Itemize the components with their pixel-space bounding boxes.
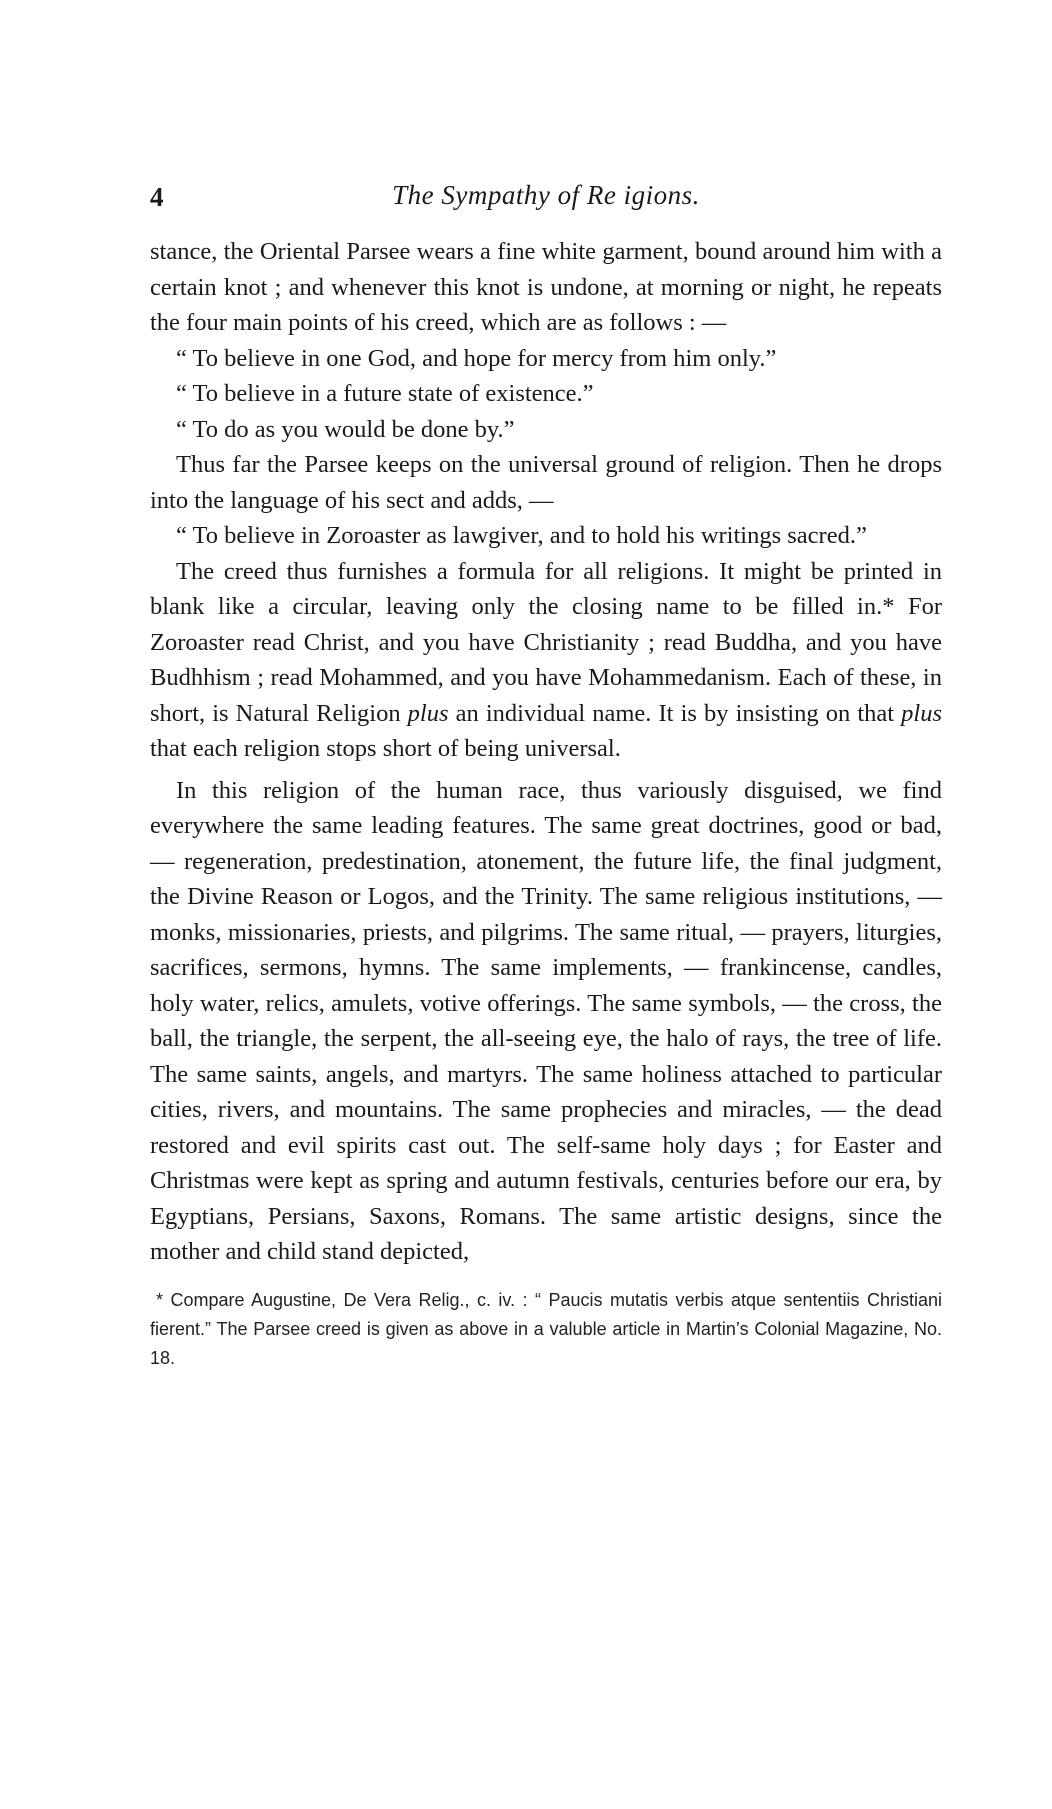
paragraph-formula-part-c: that each religion stops short of being universal. bbox=[150, 735, 621, 762]
plus-italic: plus bbox=[407, 699, 449, 727]
paragraph-formula-part-a: The creed thus furnishes a formula for all religions. It might be printed in blank like a circular, leaving only the closing name to be filled in.* For Zoroaster read Christ, and you have Christianity ; read Buddha, and you have Budhhism ; read Mohammed, and you have Mohammedanism. Each of these, in short, is Natural Religion bbox=[150, 557, 942, 727]
body-text bbox=[150, 234, 942, 1270]
creed-line-future-state: “ To believe in a future state of existence.” bbox=[176, 380, 594, 407]
paragraph-universal-ground: Thus far the Parsee keeps on the universal ground of religion. Then he drops into the language of his sect and adds, — bbox=[150, 451, 942, 514]
creed-line-one-god: “ To believe in one God, and hope for mercy from him only.” bbox=[176, 344, 777, 372]
page-number: 4 bbox=[150, 182, 164, 212]
paragraph-formula bbox=[150, 554, 942, 767]
footnote: * Compare Augustine, De Vera Relig., c. iv. : “ Paucis mutatis verbis atque sententiis Christiani fierent.” The Parsee creed is given as above in a valuble article in Martin’s Colonial Magazine, No. 18. bbox=[150, 1289, 942, 1368]
running-head bbox=[150, 180, 942, 220]
plus-italic: plus bbox=[901, 699, 942, 727]
book-page bbox=[150, 180, 942, 1373]
paragraph-formula-part-b: an individual name. It is by insisting on that bbox=[448, 699, 902, 727]
running-title: The Sympathy of Re igions. bbox=[392, 180, 700, 210]
paragraph-continuation: stance, the Oriental Parsee wears a fine white garment, bound around him with a certain knot ; and whenever this knot is undone, at morning or night, he repeats the four main points of his creed, which are as follows : — bbox=[150, 238, 942, 336]
creed-line-zoroaster: “ To believe in Zoroaster as lawgiver, and to hold his writings sacred.” bbox=[176, 522, 867, 549]
creed-line-golden-rule: “ To do as you would be done by.” bbox=[176, 415, 515, 443]
paragraph-common-features: In this religion of the human race, thus variously disguised, we find everywhere the same leading features. The same great doctrines, good or bad, — regeneration, predestination, atonement, the future life, the final judgment, the Divine Reason or Logos, and the Trinity. The same religious institutions, — monks, missionaries, priests, and pilgrims. The same ritual, — prayers, liturgies, sacrifices, sermons, hymns. The same implements, — frankincense, candles, holy water, relics, amulets, votive offerings. The same symbols, — the cross, the ball, the triangle, the serpent, the all-seeing eye, the halo of rays, the tree of life. The same saints, angels, and martyrs. The same holiness attached to particular cities, rivers, and mountains. The same prophecies and miracles, — the dead restored and evil spirits cast out. The self-same holy days ; for Easter and Christmas were kept as spring and autumn festivals, centuries before our era, by Egyptians, Persians, Saxons, Romans. The same artistic designs, since the mother and child stand depicted, bbox=[150, 776, 942, 1265]
